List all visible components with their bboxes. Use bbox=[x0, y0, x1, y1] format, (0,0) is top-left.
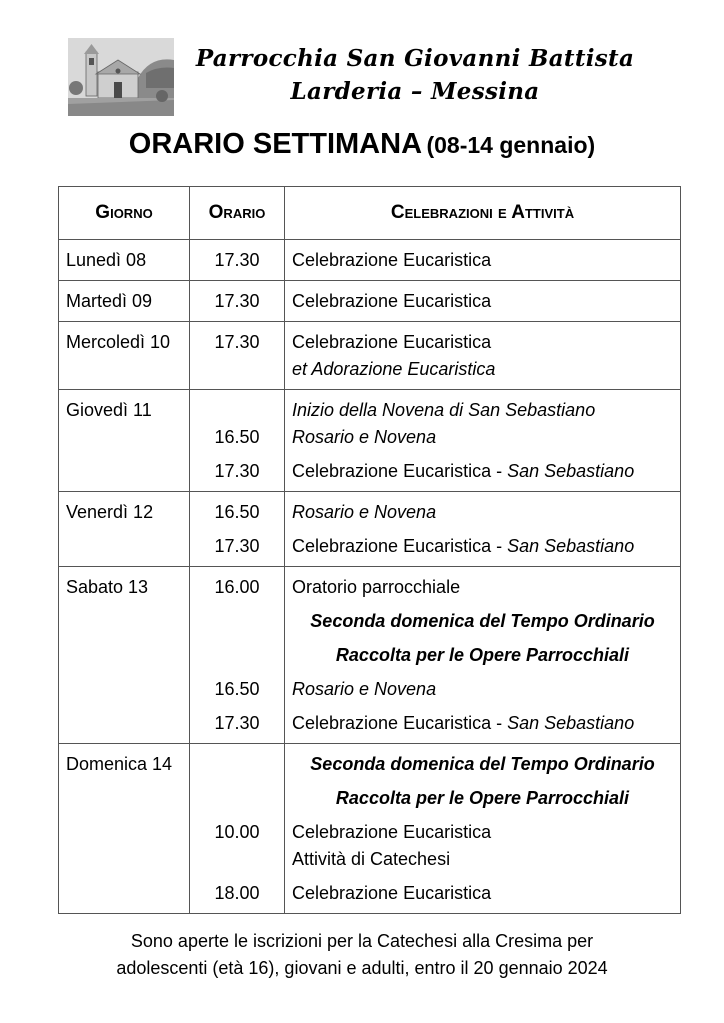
time-cell: 16.00 16.50 17.30 bbox=[190, 567, 285, 744]
church-photo bbox=[68, 38, 174, 116]
time-cell: 16.50 17.30 bbox=[190, 390, 285, 492]
day-cell: Venerdì 12 bbox=[59, 492, 190, 567]
activity-cell: Celebrazione Eucaristica et Adorazione Eucaristica bbox=[285, 322, 681, 390]
day-cell: Lunedì 08 bbox=[59, 240, 190, 281]
note-line-1: Sono aperte le iscrizioni per la Catechesi alla Cresima per bbox=[130, 931, 594, 951]
column-header-day: Giorno bbox=[59, 187, 190, 240]
activity-cell: Seconda domenica del Tempo Ordinario Raccolta per le Opere Parrocchiali Celebrazione Eucaristica Attività di Catechesi Celebrazione Eucaristica bbox=[285, 744, 681, 914]
activity-cell: Celebrazione Eucaristica bbox=[285, 281, 681, 322]
enrollment-note bbox=[0, 928, 724, 982]
table-row bbox=[59, 744, 681, 914]
day-cell: Sabato 13 bbox=[59, 567, 190, 744]
parish-header bbox=[180, 42, 650, 108]
title-main: ORARIO SETTIMANA bbox=[128, 128, 423, 160]
table-row bbox=[59, 240, 681, 281]
day-cell: Domenica 14 bbox=[59, 744, 190, 914]
page-title bbox=[0, 128, 724, 161]
activity-cell: Celebrazione Eucaristica bbox=[285, 240, 681, 281]
title-date-range: (08-14 gennaio) bbox=[426, 132, 596, 158]
table-row bbox=[59, 322, 681, 390]
time-cell: 16.50 17.30 bbox=[190, 492, 285, 567]
table-row bbox=[59, 281, 681, 322]
parish-name: Parrocchia San Giovanni Battista bbox=[195, 45, 635, 72]
table-row bbox=[59, 567, 681, 744]
day-cell: Giovedì 11 bbox=[59, 390, 190, 492]
activity-cell: Rosario e Novena Celebrazione Eucaristica - San Sebastiano bbox=[285, 492, 681, 567]
activity-cell: Inizio della Novena di San Sebastiano Rosario e Novena Celebrazione Eucaristica - San Sebastiano bbox=[285, 390, 681, 492]
column-header-activities: Celebrazioni e Attività bbox=[285, 187, 681, 240]
time-cell: 17.30 bbox=[190, 240, 285, 281]
activity-cell: Oratorio parrocchiale Seconda domenica del Tempo Ordinario Raccolta per le Opere Parrocchiali Rosario e Novena Celebrazione Eucaristica - San Sebastiano bbox=[285, 567, 681, 744]
time-cell: 10.00 18.00 bbox=[190, 744, 285, 914]
table-header-row bbox=[59, 187, 681, 240]
table-row bbox=[59, 390, 681, 492]
note-line-2: adolescenti (età 16), giovani e adulti, entro il 20 gennaio 2024 bbox=[116, 958, 608, 978]
parish-location: Larderia – Messina bbox=[290, 78, 540, 105]
time-cell: 17.30 bbox=[190, 322, 285, 390]
schedule-table bbox=[58, 186, 681, 914]
table-row bbox=[59, 492, 681, 567]
day-cell: Martedì 09 bbox=[59, 281, 190, 322]
time-cell: 17.30 bbox=[190, 281, 285, 322]
column-header-time: Orario bbox=[190, 187, 285, 240]
day-cell: Mercoledì 10 bbox=[59, 322, 190, 390]
